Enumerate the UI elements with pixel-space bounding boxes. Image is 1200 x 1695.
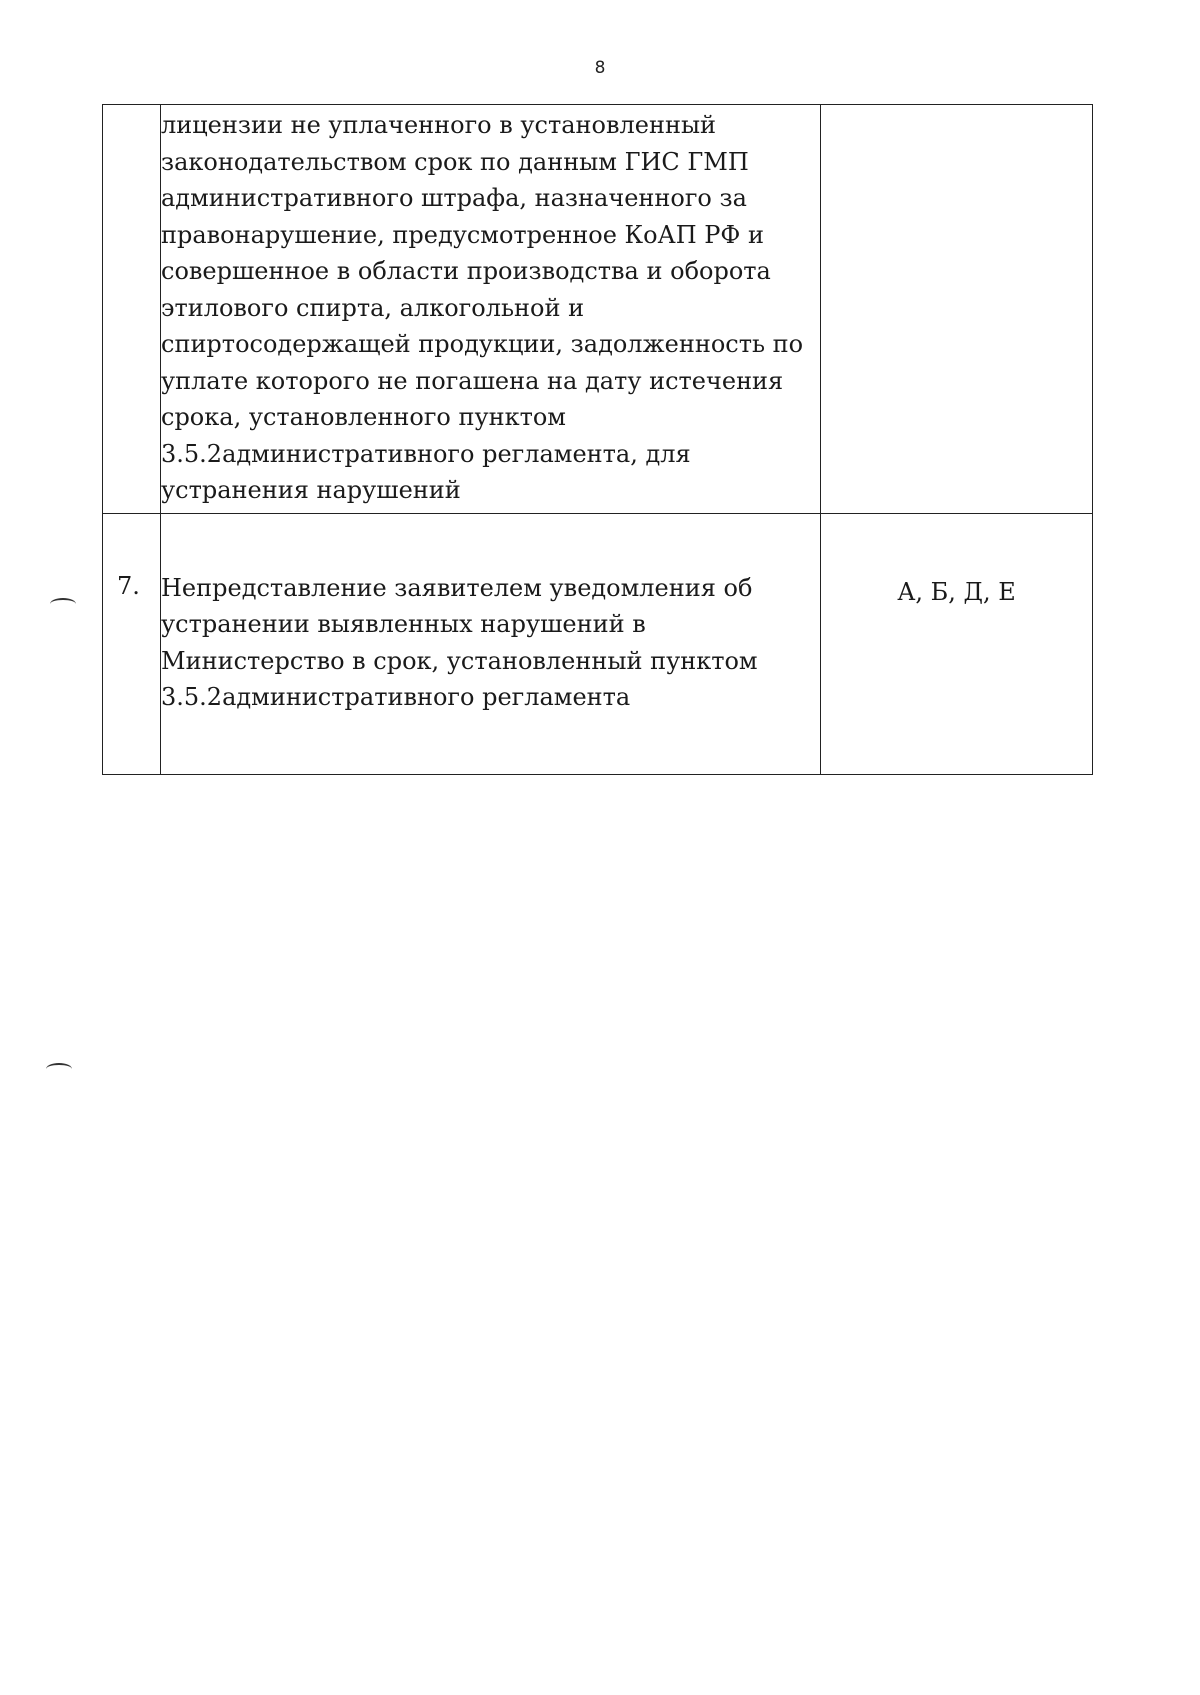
description-line: административного штрафа, назначенного за	[161, 184, 747, 212]
description-line: устранении выявленных нарушений в	[161, 610, 646, 638]
margin-mark-lower	[46, 1063, 72, 1075]
description-line: Непредставление заявителем уведомления об	[161, 573, 753, 602]
requirements-table	[102, 104, 1093, 775]
description-line: спиртосодержащей продукции, задолженность по	[161, 330, 804, 358]
row-letters-cell: А, Б, Д, Е	[821, 513, 1093, 774]
table-row-continuation	[103, 105, 1093, 514]
margin-mark-upper	[50, 598, 76, 610]
row-number-cell-empty	[103, 105, 161, 514]
row-description-cell	[161, 513, 821, 774]
description-line: лицензии не уплаченного в установленный	[161, 111, 717, 139]
description-line: уплате которого не погашена на дату истечения	[161, 366, 784, 395]
row-letters-cell-empty	[821, 105, 1093, 514]
row-number-cell: 7.	[103, 513, 161, 774]
description-line: Министерство в срок, установленный пунктом	[161, 646, 758, 675]
table-row-item-7	[103, 513, 1093, 774]
description-line: срока, установленного пунктом	[161, 403, 566, 431]
description-line: правонарушение, предусмотренное КоАП РФ и	[161, 220, 764, 249]
page-number: 8	[594, 58, 606, 78]
description-line: 3.5.2административного регламента	[161, 683, 631, 711]
row-description-cell	[161, 105, 821, 514]
description-line: 3.5.2административного регламента, для	[161, 439, 691, 468]
description-line: законодательством срок по данным ГИС ГМП	[161, 147, 749, 176]
description-line: этилового спирта, алкогольной и	[161, 293, 585, 322]
description-line: устранения нарушений	[161, 476, 461, 504]
description-line: совершенное в области производства и оборота	[161, 257, 771, 285]
